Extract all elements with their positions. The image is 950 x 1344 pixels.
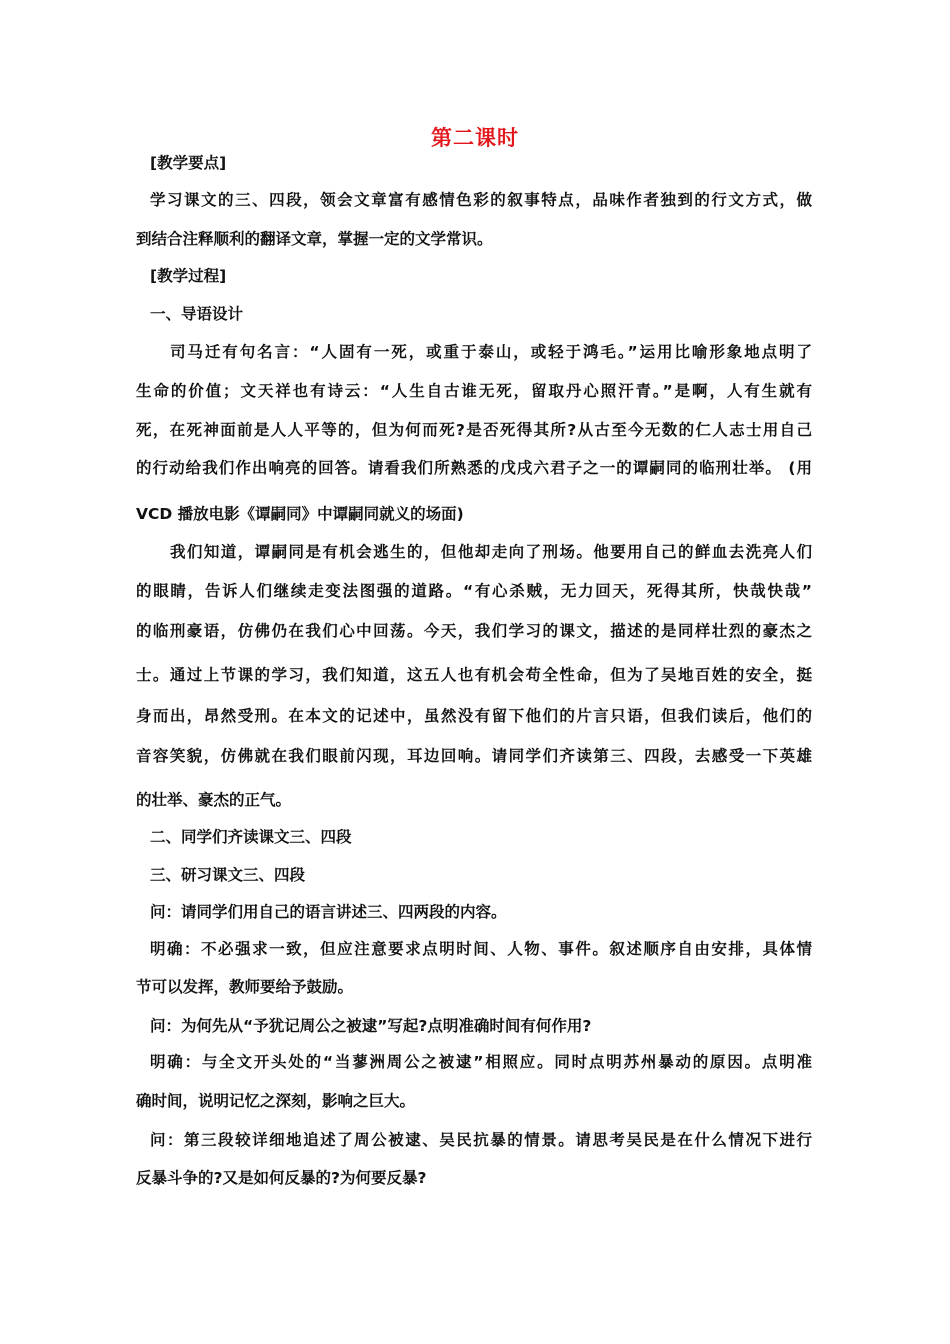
paragraph-line: 音容笑貌，仿佛就在我们眼前闪现，耳边回响。请同学们齐读第三、四段，去感受一下英雄 <box>136 747 812 765</box>
paragraph-line: 到结合注释顺利的翻译文章，掌握一定的文学常识。 <box>136 230 493 248</box>
section-heading: 二、同学们齐读课文三、四段 <box>150 828 352 846</box>
paragraph-line: 死，在死神面前是人人平等的，但为何而死?是否死得其所?从古至今无数的仁人志士用自己 <box>136 421 812 439</box>
paragraph-line: 学习课文的三、四段，领会文章富有感情色彩的叙事特点，品味作者独到的行文方式，做 <box>150 191 812 209</box>
paragraph-line: 我们知道，谭嗣同是有机会逃生的，但他却走向了刑场。他要用自己的鲜血去洗亮人们 <box>170 543 812 561</box>
paragraph-line: 的行动给我们作出响亮的回答。请看我们所熟悉的戊戌六君子之一的谭嗣同的临刑壮举。 (用 <box>136 459 812 477</box>
paragraph-line: 的壮举、豪杰的正气。 <box>136 791 292 809</box>
page-title: 第二课时 <box>431 126 519 150</box>
section-heading: 三、研习课文三、四段 <box>150 866 306 884</box>
answer-line: 确时间，说明记忆之深刻，影响之巨大。 <box>136 1092 416 1110</box>
paragraph-line: 士。通过上节课的学习，我们知道，这五人也有机会苟全性命，但为了吴地百姓的安全，挺 <box>136 666 812 684</box>
answer-line: 节可以发挥，教师要给予鼓励。 <box>136 978 354 996</box>
paragraph-line: VCD 播放电影《谭嗣同》中谭嗣同就义的场面) <box>136 505 464 523</box>
paragraph-line: 身而出，昂然受刑。在本文的记述中，虽然没有留下他们的片言只语，但我们读后，他们的 <box>136 707 812 725</box>
question-line: 问：为何先从“予犹记周公之被逮”写起?点明准确时间有何作用? <box>150 1017 592 1035</box>
paragraph-line: 的眼睛，告诉人们继续走变法图强的道路。“有心杀贼，无力回天，死得其所，快哉快哉” <box>136 582 812 600</box>
question-line: 问：第三段较详细地追述了周公被逮、吴民抗暴的情景。请思考吴民是在什么情况下进行 <box>150 1131 812 1149</box>
paragraph-line: 生命的价值；文天祥也有诗云：“人生自古谁无死，留取丹心照汗青。”是啊，人有生就有 <box>136 382 812 400</box>
question-line: 反暴斗争的?又是如何反暴的?为何要反暴? <box>136 1169 427 1187</box>
section-label: [教学要点] <box>150 154 227 172</box>
section-heading: 一、导语设计 <box>150 305 244 323</box>
answer-line: 明确：不必强求一致，但应注意要求点明时间、人物、事件。叙述顺序自由安排，具体情 <box>150 940 812 958</box>
paragraph-line: 司马迁有句名言：“人固有一死，或重于泰山，或轻于鸿毛。”运用比喻形象地点明了 <box>170 343 812 361</box>
question-line: 问：请同学们用自己的语言讲述三、四两段的内容。 <box>150 903 507 921</box>
answer-line: 明确：与全文开头处的“当蓼洲周公之被逮”相照应。同时点明苏州暴动的原因。点明准 <box>150 1053 812 1071</box>
paragraph-line: 的临刑豪语，仿佛仍在我们心中回荡。今天，我们学习的课文，描述的是同样壮烈的豪杰之 <box>136 622 812 640</box>
section-label: [教学过程] <box>150 267 227 285</box>
